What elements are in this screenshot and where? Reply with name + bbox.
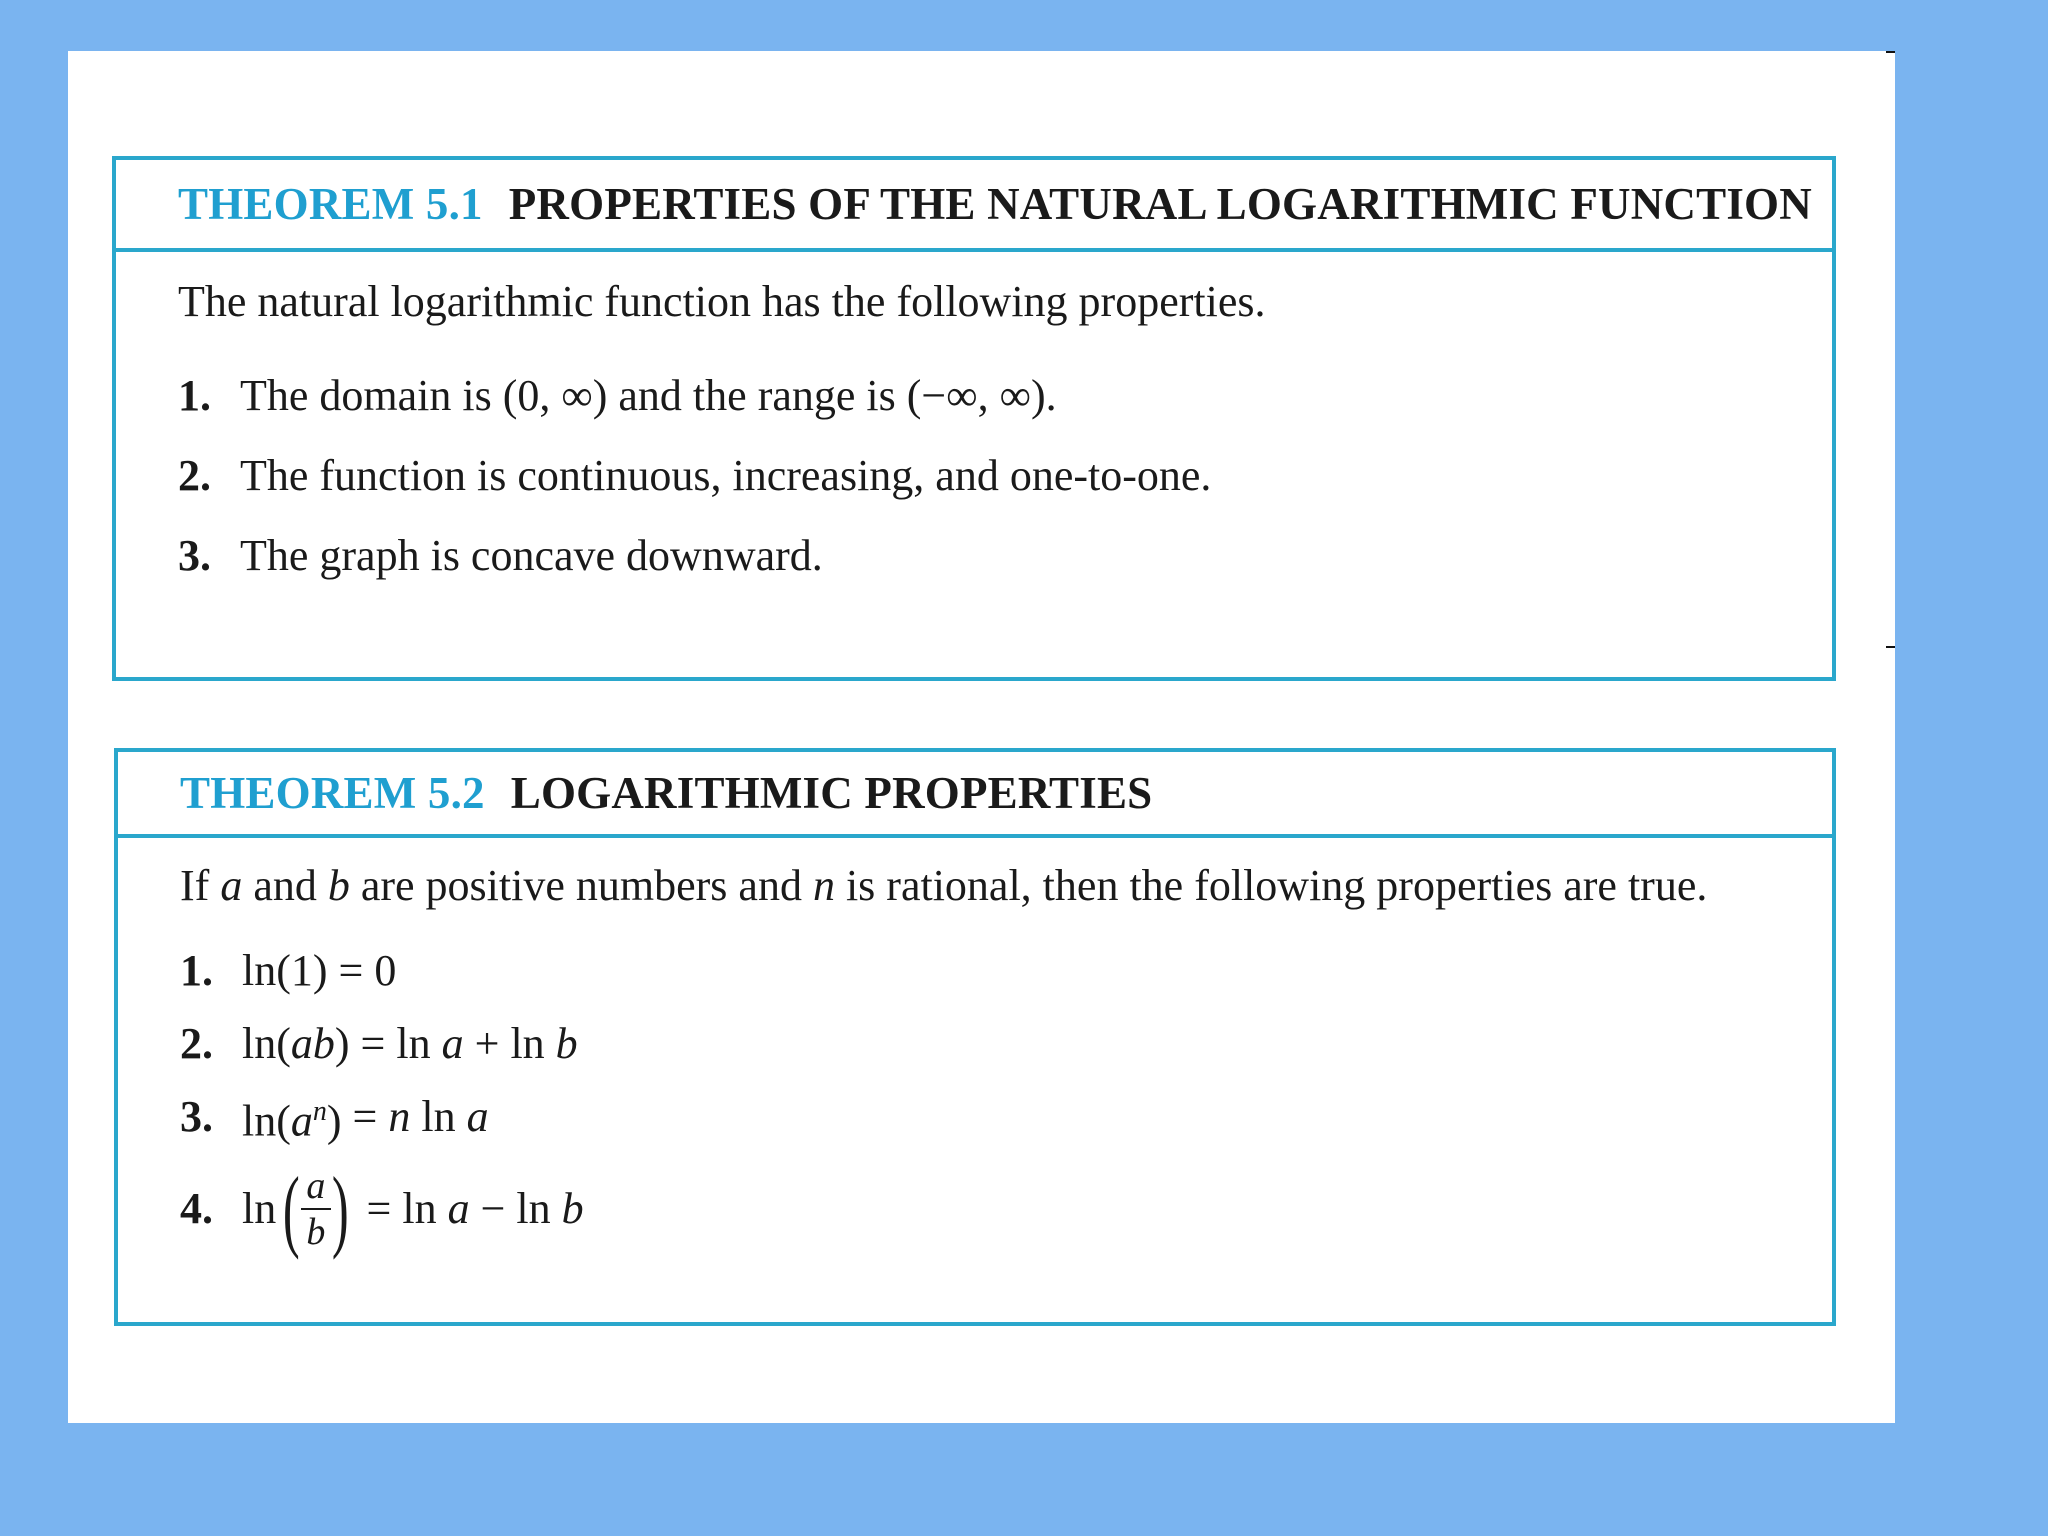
theorem-5-2-intro bbox=[180, 858, 1792, 914]
formula-rhs bbox=[388, 1089, 488, 1145]
ln-text: ln bbox=[402, 1184, 448, 1233]
theorem-5-2-header bbox=[118, 752, 1832, 838]
theorem-5-2-title: LOGARITHMIC PROPERTIES bbox=[510, 768, 1153, 818]
list-item bbox=[178, 516, 1792, 596]
paren-close: ) bbox=[331, 1158, 349, 1260]
list-item bbox=[180, 1153, 1792, 1265]
intro-text: and bbox=[242, 861, 328, 910]
var-b: b bbox=[561, 1184, 584, 1233]
item-text: The graph is concave downward. bbox=[240, 531, 823, 580]
intro-text: is rational, then the following properties are true. bbox=[834, 861, 1708, 910]
var-a: a bbox=[220, 861, 243, 910]
var-a: a bbox=[441, 1018, 464, 1068]
textbook-page bbox=[68, 51, 1895, 1423]
var-b: b bbox=[327, 861, 350, 910]
margin-mark-middle bbox=[1886, 646, 1895, 648]
theorem-5-2-list bbox=[180, 934, 1792, 1265]
var-ab: ab bbox=[290, 1018, 335, 1068]
formula-lhs: ln(1) bbox=[242, 945, 328, 995]
var-a: a bbox=[290, 1096, 313, 1146]
operator: + bbox=[463, 1018, 511, 1068]
formula-equals: = bbox=[341, 1091, 389, 1141]
item-number: 4. bbox=[180, 1184, 213, 1233]
formula-lhs bbox=[242, 1084, 342, 1150]
theorem-5-2-box bbox=[114, 748, 1836, 1326]
theorem-5-1-body bbox=[116, 252, 1832, 596]
var-a: a bbox=[466, 1091, 489, 1141]
ln-text: ln bbox=[242, 1184, 277, 1233]
theorem-5-1-list bbox=[178, 356, 1792, 596]
fraction bbox=[301, 1166, 331, 1252]
operator: − bbox=[469, 1184, 517, 1233]
theorem-5-2-body bbox=[118, 838, 1832, 1265]
theorem-5-1-box bbox=[112, 156, 1836, 681]
list-item bbox=[180, 934, 1792, 1007]
ln-text: ln bbox=[396, 1018, 442, 1068]
formula-lhs bbox=[242, 1158, 356, 1260]
theorem-5-1-header bbox=[116, 160, 1832, 252]
theorem-5-2-number: THEOREM 5.2 bbox=[180, 768, 485, 818]
paren-open: ( bbox=[283, 1158, 300, 1260]
formula-lhs bbox=[242, 1016, 350, 1072]
item-text: The function is continuous, increasing, and one-to-one. bbox=[240, 451, 1212, 500]
var-n: n bbox=[812, 861, 835, 910]
fraction-bar bbox=[301, 1208, 331, 1210]
list-item bbox=[178, 436, 1792, 516]
list-item bbox=[180, 1080, 1792, 1153]
ln-text: ln bbox=[410, 1091, 467, 1141]
item-number: 3. bbox=[178, 531, 211, 580]
ln-text: ln( bbox=[242, 1018, 291, 1068]
var-n: n bbox=[388, 1091, 411, 1141]
var-a: a bbox=[447, 1184, 470, 1233]
numerator: a bbox=[306, 1165, 326, 1207]
formula-rhs bbox=[396, 1016, 577, 1072]
formula-equals: = bbox=[327, 945, 375, 995]
list-item bbox=[178, 356, 1792, 436]
paren-close: ) bbox=[326, 1096, 342, 1146]
theorem-5-1-intro: The natural logarithmic function has the following properties. bbox=[178, 277, 1266, 326]
item-number: 2. bbox=[178, 451, 211, 500]
intro-text: If bbox=[180, 861, 221, 910]
margin-mark-top bbox=[1886, 51, 1895, 53]
paren-close: ) bbox=[334, 1018, 350, 1068]
exponent-n: n bbox=[312, 1095, 327, 1127]
ln-text: ln bbox=[516, 1184, 562, 1233]
ln-text: ln bbox=[510, 1018, 556, 1068]
formula-rhs: 0 bbox=[374, 945, 397, 995]
var-b: b bbox=[555, 1018, 578, 1068]
item-number: 2. bbox=[180, 1018, 213, 1068]
formula-equals: = bbox=[355, 1184, 403, 1233]
item-text: The domain is (0, ∞) and the range is (−∞, ∞). bbox=[240, 371, 1057, 420]
formula-rhs bbox=[402, 1181, 583, 1237]
denominator: b bbox=[306, 1211, 326, 1253]
theorem-5-1-title: PROPERTIES OF THE NATURAL LOGARITHMIC FUNCTION bbox=[508, 179, 1812, 229]
theorem-5-1-number: THEOREM 5.1 bbox=[178, 179, 483, 229]
list-item bbox=[180, 1007, 1792, 1080]
intro-text: are positive numbers and bbox=[349, 861, 813, 910]
item-number: 1. bbox=[180, 945, 213, 995]
item-number: 1. bbox=[178, 371, 211, 420]
item-number: 3. bbox=[180, 1091, 213, 1141]
ln-text: ln( bbox=[242, 1096, 291, 1146]
formula-equals: = bbox=[349, 1018, 397, 1068]
